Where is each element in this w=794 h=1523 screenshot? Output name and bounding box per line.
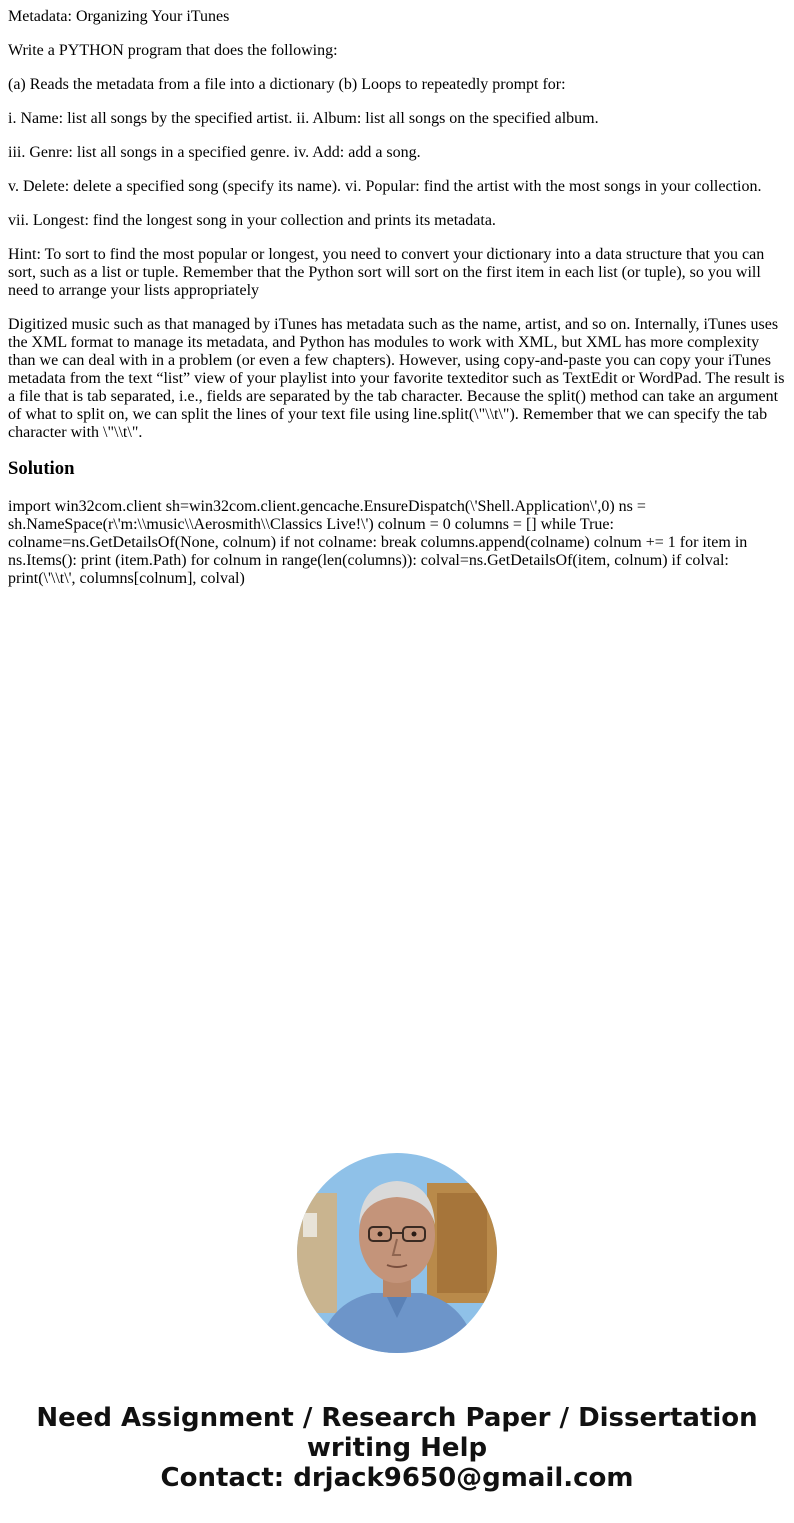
requirement-item: i. Name: list all songs by the specified artist. ii. Album: list all songs on the specified album. — [8, 110, 599, 127]
banner-line: writing Help — [306, 1433, 488, 1463]
requirement-item: vii. Longest: find the longest song in your collection and prints its metadata. — [8, 212, 496, 229]
author-avatar — [297, 1153, 497, 1353]
hint-paragraph: Hint: To sort to find the most popular or longest, you need to convert your dictionary into a data structure that you can sort, such as a list or tuple. Remember that the Python sort will sort on the first item in each list (or tuple), so you will need to arrange your lists appropriately — [8, 246, 765, 299]
solution-code: import win32com.client sh=win32com.client.gencache.EnsureDispatch(\'Shell.Application\',0) ns = sh.NameSpace(r\'m:\\music\\Aerosmith\\Classics Live!\') colnum = 0 columns = [] while True: colname=ns.GetDetailsOf(None, colnum) if not colname: break columns.append(colname) colnum += 1 for item in ns.Items(): print (item.Path) for colnum in range(len(columns)): colval=ns.GetDetailsOf(item, colnum) if colval: print(\'\\t\', columns[colnum], colval) — [8, 498, 748, 587]
requirement-item: iii. Genre: list all songs in a specified genre. iv. Add: add a song. — [8, 144, 421, 161]
document-title: Metadata: Organizing Your iTunes — [8, 8, 230, 25]
banner-line: Need Assignment / Research Paper / Dissertation — [36, 1403, 758, 1433]
background-paragraph: Digitized music such as that managed by iTunes has metadata such as the name, artist, and so on. Internally, iTunes uses the XML format to manage its metadata, and Python has modules to work with XML, but XML has more complexity than we can deal with in a problem (or even a few chapters). However, using copy-and-paste you can copy your iTunes metadata from the text “list” view of your playlist into your favorite texteditor such as TextEdit or WordPad. The result is a file that is tab separated, i.e., fields are separated by the tab character. Because the split() method can take an argument of what to split on, we can split the lines of your text file using line.split(\"\\t\"). Remember that we can specify the tab character with \"\\t\". — [8, 316, 785, 441]
requirement-item: v. Delete: delete a specified song (specify its name). vi. Popular: find the artist with the most songs in your collection. — [8, 178, 762, 195]
document-body — [8, 8, 786, 604]
avatar-portrait — [297, 1153, 497, 1353]
contact-email: Contact: drjack9650@gmail.com — [160, 1463, 634, 1493]
requirement-item: (a) Reads the metadata from a file into a dictionary (b) Loops to repeatedly prompt for: — [8, 76, 566, 93]
solution-heading: Solution — [8, 458, 75, 479]
intro-text: Write a PYTHON program that does the following: — [8, 42, 338, 59]
contact-banner — [0, 1403, 794, 1493]
